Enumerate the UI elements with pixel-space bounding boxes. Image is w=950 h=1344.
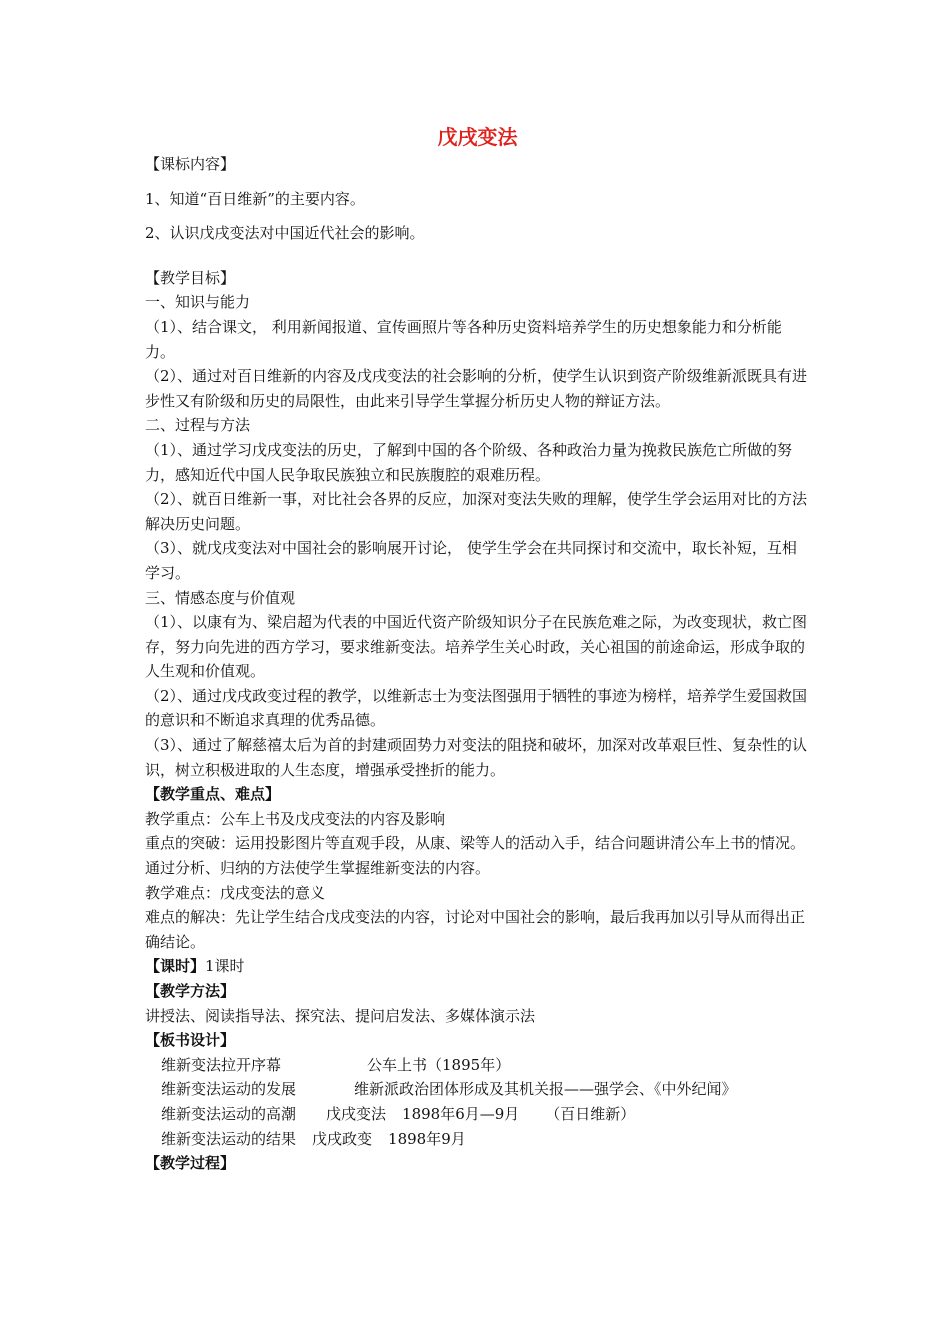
objective-item: （2）、通过对百日维新的内容及戊戌变法的社会影响的分析，使学生认识到资产阶级维新派既具有进步性又有阶级和历史的局限性，由此来引导学生掌握分析历史人物的辩证方法。 [145,367,808,410]
objectives-part2-heading: 二、过程与方法 [145,416,251,435]
document-title: 戊戌变法 [437,125,518,149]
board-event: 戊戌变法 [326,1104,387,1123]
methods-heading: 【教学方法】 [145,982,236,1000]
objectives-part1-heading: 一、知识与能力 [145,293,251,312]
board-row [145,1127,810,1152]
key-difficulty-solution: 难点的解决：先让学生结合戊戌变法的内容，讨论对中国社会的影响，最后我再加以引导从而得出正确结论。 [145,908,806,951]
objective-item: （1）、结合课文， 利用新闻报道、宣传画照片等各种历史资料培养学生的历史想象能力和分析能力。 [145,317,782,361]
objectives-part3-heading: 三、情感态度与价值观 [145,588,296,607]
objective-item: （2）、就百日维新一事，对比社会各界的反应，加深对变法失败的理解，使学生学会运用对比的方法解决历史问题。 [145,490,808,533]
curriculum-item: 2、认识戊戌变法对中国近代社会的影响。 [145,224,425,243]
board-stage: 维新变法拉开序幕 [161,1055,282,1074]
board-stage: 维新变法运动的结果 [161,1129,297,1148]
objective-item: （1）、通过学习戊戌变法的历史，了解到中国的各个阶级、各种政治力量为挽救民族危亡所做的努力，感知近代中国人民争取民族独立和民族腹腔的艰难历程。 [145,440,793,484]
key-focus: 教学重点：公车上书及戊戌变法的内容及影响 [145,809,446,828]
objective-item: （3）、就戊戌变法对中国社会的影响展开讨论， 使学生学会在共同探讨和交流中，取长补短，互相学习。 [145,539,797,582]
curriculum-item: 1、知道“百日维新”的主要内容。 [145,189,365,208]
board-note: （百日维新） [545,1104,636,1123]
board-row [145,1102,810,1127]
objective-item: （1）、以康有为、梁启超为代表的中国近代资产阶级知识分子在民族危难之际，为改变现状，救亡图存，努力向先进的西方学习，要求维新变法。培养学生关心时政，关心祖国的前途命运，形成争取的人生观和价值观。 [145,613,808,681]
board-date: 1898年9月 [388,1129,466,1148]
curriculum-heading: 【课标内容】 [145,155,236,173]
objectives-heading: 【教学目标】 [145,268,236,287]
spacer [145,246,810,256]
board-stage: 维新变法运动的发展 [161,1080,297,1099]
board-row [145,1077,810,1102]
board-date: 1898年6月—9月 [402,1104,520,1123]
key-difficulty: 教学难点：戊戌变法的意义 [145,883,326,902]
board-detail: 公车上书（1895年） [367,1055,511,1074]
board-row [145,1053,810,1078]
key-points-heading: 【教学重点、难点】 [145,785,281,804]
objective-item: （3）、通过了解慈禧太后为首的封建顽固势力对变法的阻挠和破坏，加深对改革艰巨性、复杂性的认识，树立积极进取的人生态度，增强承受挫折的能力。 [145,736,808,779]
document-page [145,122,810,1176]
key-focus-breakthrough: 重点的突破：运用投影图片等直观手段，从康、梁等人的活动入手，结合问题讲清公车上书的情况。通过分析、归纳的方法使学生掌握维新变法的内容。 [145,834,806,878]
lesson-time [145,954,810,979]
lesson-time-value: 1课时 [205,957,245,976]
lesson-time-label: 【课时】 [145,957,206,976]
process-heading: 【教学过程】 [145,1154,236,1173]
board-heading: 【板书设计】 [145,1031,236,1050]
board-event: 戊戌政变 [312,1129,373,1148]
board-detail: 维新派政治团体形成及其机关报——强学会、《中外纪闻》 [354,1080,737,1099]
methods-text: 讲授法、阅读指导法、探究法、提问启发法、多媒体演示法 [145,1006,536,1025]
board-stage: 维新变法运动的高潮 [161,1104,297,1123]
objective-item: （2）、通过戊戌政变过程的教学，以维新志士为变法图强用于牺牲的事迹为榜样，培养学生爱国救国的意识和不断追求真理的优秀品德。 [145,686,808,730]
